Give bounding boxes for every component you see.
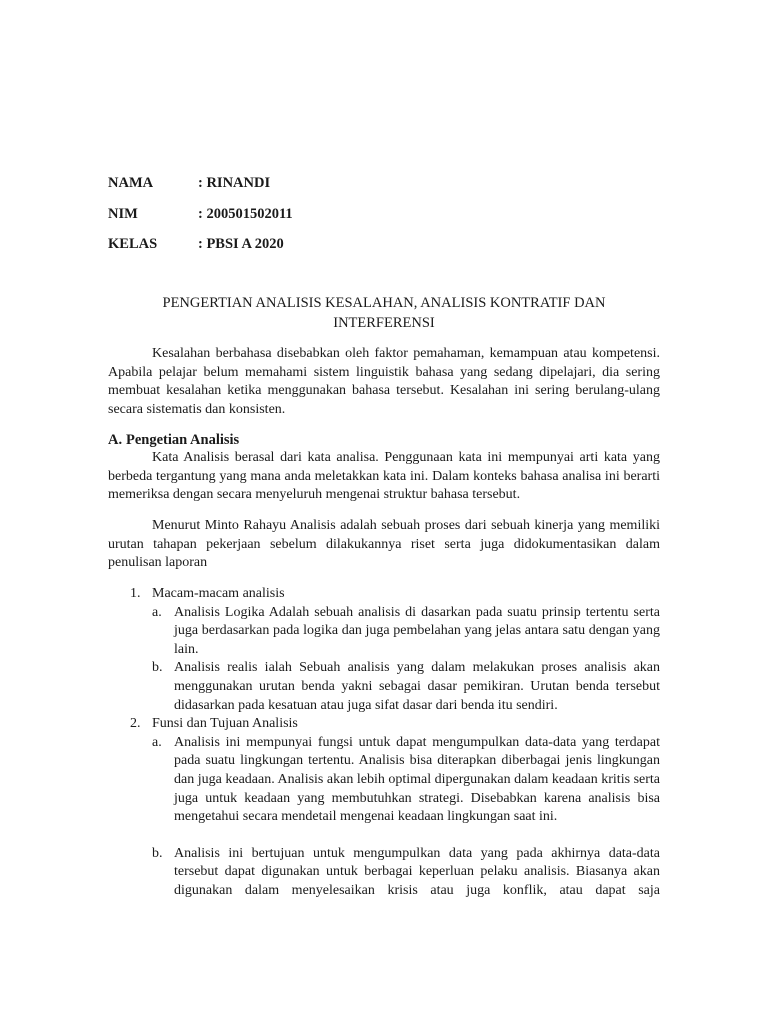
sub-letter: b. <box>152 660 163 676</box>
identity-key: NAMA <box>108 175 154 191</box>
sub-text: Analisis ini mempunyai fungsi untuk dapat mengumpulkan data-data yang terdapat pada suatu lingkungan tertentu. Analisis bisa diterapkan diberbagai jenis lingkungan dan juga keadaan. Analisis akan lebih optimal dipergunakan dalam keadaan kritis serta juga untuk keadaan yang membutuhkan strategi. Disebabkan karena analisis bisa mengetahui secara mendetail mengenai keadaan lingkungan saat ini. <box>174 734 660 825</box>
section-a-marker: A. <box>108 432 123 448</box>
identity-key: NIM <box>108 205 138 222</box>
list-label: Funsi dan Tujuan Analisis <box>152 716 298 732</box>
numbered-list <box>108 585 660 901</box>
sub-list-item <box>108 734 660 827</box>
section-a-paragraph-1: Kata Analisis berasal dari kata analisa. Penggunaan kata ini mempunyai arti kata yang berbeda tergantung yang mana anda meletakkan kata ini. Dalam konteks bahasa analisa ini berarti memeriksa dengan secara menyeluruh mengenai struktur bahasa tersebut. <box>108 450 660 503</box>
identity-row-nim <box>108 206 293 237</box>
sub-text: Analisis ini bertujuan untuk mengumpulkan data yang pada akhirnya data-data tersebut dapat digunakan untuk berbagai keperluan pelaku analisis. Biasanya akan digunakan dalam menyelesaikan krisis atau juga konflik, atau dapat saja <box>174 845 660 898</box>
sub-list-item <box>108 845 660 901</box>
list-item <box>108 715 660 734</box>
spacer <box>108 827 660 845</box>
section-a-title: Pengetian Analisis <box>126 432 240 448</box>
identity-value: : PBSI A 2020 <box>198 236 284 252</box>
sub-text: Analisis realis ialah Sebuah analisis yang dalam melakukan proses analisis akan menggunakan urutan benda yakni sebagai dasar pemikiran. Urutan benda tersebut didasarkan pada kesatuan atau juga sifat dasar dari benda itu sendiri. <box>174 660 660 713</box>
document-title <box>108 293 660 333</box>
list-number: 1. <box>130 586 141 601</box>
section-a-paragraph-2: Menurut Minto Rahayu Analisis adalah sebuah proses dari sebuah kinerja yang memiliki urutan tahapan pekerjaan sebelum dilakukannya riset serta juga didokumentasikan dalam penulisan laporan <box>108 518 660 571</box>
list-number: 2. <box>130 716 141 732</box>
identity-row-nama <box>108 175 293 206</box>
list-label: Macam-macam analisis <box>152 586 285 601</box>
title-line-2: INTERFERENSI <box>333 315 435 331</box>
identity-value: : 200501502011 <box>198 205 293 222</box>
sub-list-item <box>108 659 660 715</box>
intro-paragraph: Kesalahan berbahasa disebabkan oleh faktor pemahaman, kemampuan atau kompetensi. Apabila pelajar belum memahami sistem linguistik bahasa yang sedang dipelajari, dia sering membuat kesalahan ketika menggunakan bahasa tersebut. Kesalahan ini sering berulang-ulang secara sistematis dan konsisten. <box>108 346 660 417</box>
sub-letter: a. <box>152 604 162 620</box>
sub-list-item <box>108 604 660 660</box>
identity-row-kelas <box>108 236 293 267</box>
sub-letter: a. <box>152 734 162 750</box>
title-line-1: PENGERTIAN ANALISIS KESALAHAN, ANALISIS KONTRATIF DAN <box>162 295 606 311</box>
sub-text: Analisis Logika Adalah sebuah analisis di dasarkan pada suatu prinsip tertentu serta juga berdasarkan pada logika dan juga pembelahan yang jelas antara satu dengan yang lain. <box>174 604 660 657</box>
identity-value: : RINANDI <box>198 175 271 191</box>
identity-block <box>108 175 293 267</box>
list-item <box>108 585 660 604</box>
section-a-heading <box>108 431 660 450</box>
sub-letter: b. <box>152 845 163 861</box>
identity-key: KELAS <box>108 236 158 252</box>
